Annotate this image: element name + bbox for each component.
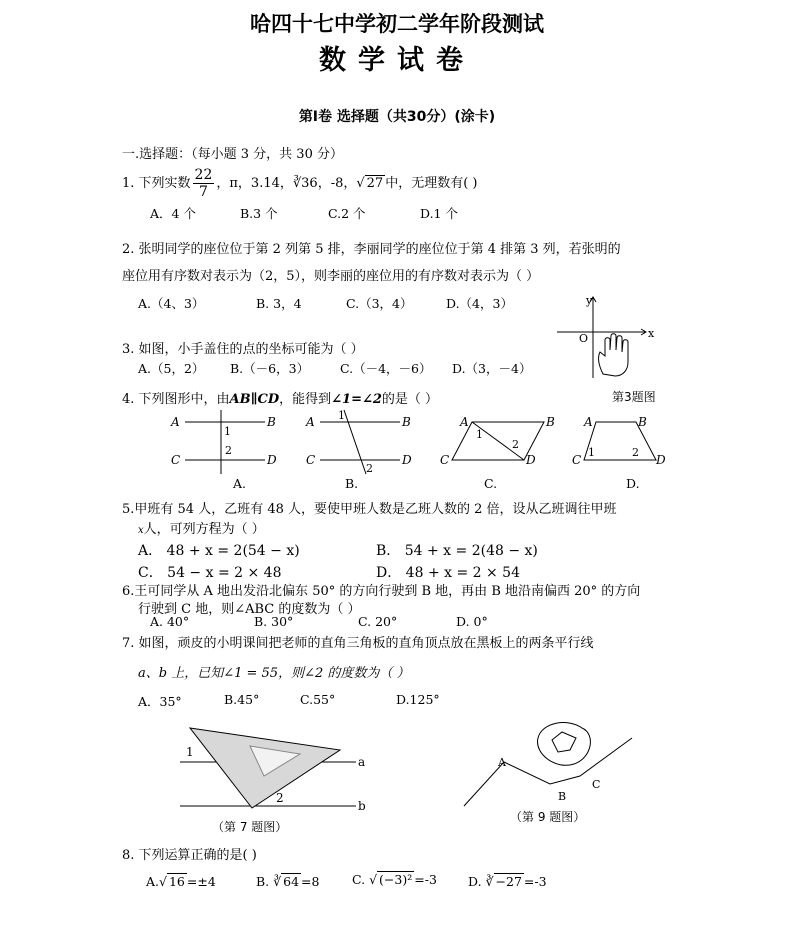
angle-1: 1 [224,425,231,438]
q1-frac-num: 22 [194,167,213,183]
section-title: 第Ⅰ卷 选择题（共30分）(涂卡) [298,109,496,125]
q5-option-c: C． 54 − x = 2 × 48 [138,565,282,581]
lake-inner [552,732,576,752]
q9-route-figure [458,714,648,810]
angle-2: 2 [632,446,639,459]
q3-coordinate-figure [555,292,665,380]
angle-1: 1 [476,428,483,441]
q4-figure-b [300,408,420,476]
q8-option-b: B. ∛ 64 =8 [256,874,320,889]
q4-figure-c [440,408,560,476]
q3-option-b: B.（－6，3） [230,361,310,376]
question-5-line1: 5.甲班有 54 人，乙班有 48 人，要使甲班人数是乙班人数的 2 倍，设从乙班调往甲班 [122,502,617,517]
q6-option-a: A. 40° [150,614,190,629]
q8-b-radicand: 64 [283,874,300,889]
q4-option-c: C. [484,476,498,491]
point-a-label: A [498,756,506,769]
label-d: D [526,453,536,467]
q8-b-prefix: B. [256,874,270,889]
q1-suffix: 中，无理数有( ) [385,176,478,191]
q4-option-b: B. [345,476,359,491]
question-2-line1: 2. 张明同学的座位位于第 2 列第 5 排，李丽同学的座位位于第 4 排第 3 列，若张明的 [122,242,621,257]
question-6-line2: 行驶到 C 地，则∠ABC 的度数为（ ） [138,602,361,617]
label-a: A [171,415,180,429]
q1-radicand: 27 [366,176,384,191]
part1-heading: 一.选择题：（每小题 3 分，共 30 分） [122,147,343,162]
q2-option-c: C.（3，4） [346,296,413,311]
q2-option-a: A.（4、3） [138,296,205,311]
q7-caption: （第 7 题图） [212,820,288,834]
label-d: D [402,453,412,467]
y-label: y [586,294,593,307]
angle-2-label: 2 [276,791,284,805]
q7-option-d: D.125° [396,692,440,707]
question-4-stem [122,388,438,407]
angle-1: 1 [588,446,595,459]
school-title: 哈四十七中学初二学年阶段测试 [250,12,544,36]
question-5-line2 [138,518,265,537]
question-3-stem: 3. 如图，小手盖住的点的坐标可能为（ ） [122,342,364,357]
q8-a-prefix: A. [146,874,160,889]
q3-option-c: C.（－4，－6） [340,361,432,376]
q1-option-d: D.1 个 [420,206,458,221]
question-2-line2: 座位用有序数对表示为（2，5），则李丽的座位用的有序数对表示为（ ） [122,269,540,284]
transversal [344,410,366,474]
q8-option-c: C. √ (−3)² =-3 [352,872,437,887]
point-c-label: C [592,778,601,791]
q9-caption: （第 9 题图） [510,810,586,824]
q2-option-d: D.（4，3） [446,296,513,311]
q8-c-suffix: =-3 [414,872,437,887]
angle-1: 1 [338,409,345,422]
q4-mid: ，能得到 [279,392,332,407]
label-c: C [572,453,582,467]
q5-variable: x [138,525,144,536]
q7-option-c: C.55° [300,692,336,707]
label-c: C [306,453,316,467]
question-8-stem: 8. 下列运算正确的是( ) [122,848,257,863]
label-b: B [402,415,411,429]
angle-1-label: 1 [186,745,194,759]
point-b-label: B [558,790,567,803]
q7-triangle-ruler-figure [160,722,380,822]
q5-line2-text: 人，可列方程为（ ） [143,522,265,537]
q6-option-c: C. 20° [358,614,398,629]
paper-title: 数学试卷 [319,45,475,76]
q1-fraction [193,167,215,200]
q5-option-a: A． 48 + x = 2(54 − x) [138,543,300,559]
q1-option-a: A．4 个 [150,206,196,221]
q8-a-radicand: 16 [168,874,185,889]
q1-option-b: B.3 个 [240,206,278,221]
q4-figure-a [165,408,285,476]
q4-condition-angles: ∠1=∠2 [331,392,382,407]
q5-option-b: B． 54 + x = 2(48 − x) [376,543,538,559]
q6-option-d: D. 0° [456,614,488,629]
q4-prefix: 4. 下列图形中，由 [122,392,230,407]
question-7-line1: 7. 如图，顽皮的小明课间把老师的直角三角板的直角顶点放在黑板上的两条平行线 [122,636,594,651]
q7-option-a: A．35° [138,694,182,709]
label-a: A [460,415,469,429]
line-a-label: a [358,755,366,769]
q1-frac-den: 7 [199,184,208,200]
q3-caption: 第3题图 [612,390,656,404]
q8-option-d: D. ∛ −27 =-3 [468,874,547,889]
origin-label: O [579,332,589,345]
route-path [464,738,632,806]
q8-c-radicand: (−3)² [379,872,413,887]
label-b: B [267,415,276,429]
q8-b-suffix: =8 [301,874,320,889]
label-d: D [656,453,666,467]
line-b-label: b [358,799,366,813]
q4-figure-d [570,408,670,476]
q4-option-a: A. [233,476,247,491]
lake-outline [538,723,591,766]
angle-2: 2 [225,444,232,457]
q6-option-b: B. 30° [254,614,294,629]
question-7-line2: a、b 上，已知∠1 = 55，则∠2 的度数为（ ） [138,666,410,681]
label-a: A [584,415,593,429]
question-6-line1: 6.王可同学从 A 地出发沿北偏东 50° 的方向行驶到 B 地，再由 B 地沿南偏西 20° 的方向 [122,584,641,599]
q4-condition-parallel: AB∥CD [229,392,280,407]
q7-option-b: B.45° [224,692,260,707]
q8-c-prefix: C. [352,872,366,887]
q1-prefix: 1. 下列实数 [122,176,191,191]
q3-option-a: A.（5，2） [138,361,205,376]
q1-mid: ，π，3.14，∛36，-8， [216,176,357,191]
x-label: x [648,327,655,340]
q5-option-d: D． 48 + x = 2 × 54 [376,565,520,581]
q8-d-radicand: −27 [495,874,522,889]
angle-2: 2 [512,438,519,451]
q1-option-c: C.2 个 [328,206,366,221]
q4-suffix: 的是（ ） [381,392,439,407]
label-b: B [638,415,647,429]
q4-option-d: D. [626,476,640,491]
q2-option-b: B. 3，4 [256,296,302,311]
q8-option-a: A.√ 16 =±4 [146,874,216,889]
q3-option-d: D.（3，－4） [452,361,532,376]
q8-d-suffix: =-3 [523,874,547,889]
label-c: C [171,453,181,467]
q8-d-prefix: D. [468,874,482,889]
question-1-stem: 1. 下列实数 $\frac{22}{7}$ ，π，3.14，∛36，-8，√ 27 中，无理数有( ) [122,167,478,200]
hand-icon [599,334,628,376]
label-a: A [306,415,315,429]
q8-a-suffix: =±4 [186,874,216,889]
label-d: D [267,453,277,467]
label-c: C [440,453,450,467]
angle-2: 2 [366,462,373,475]
label-b: B [546,415,555,429]
